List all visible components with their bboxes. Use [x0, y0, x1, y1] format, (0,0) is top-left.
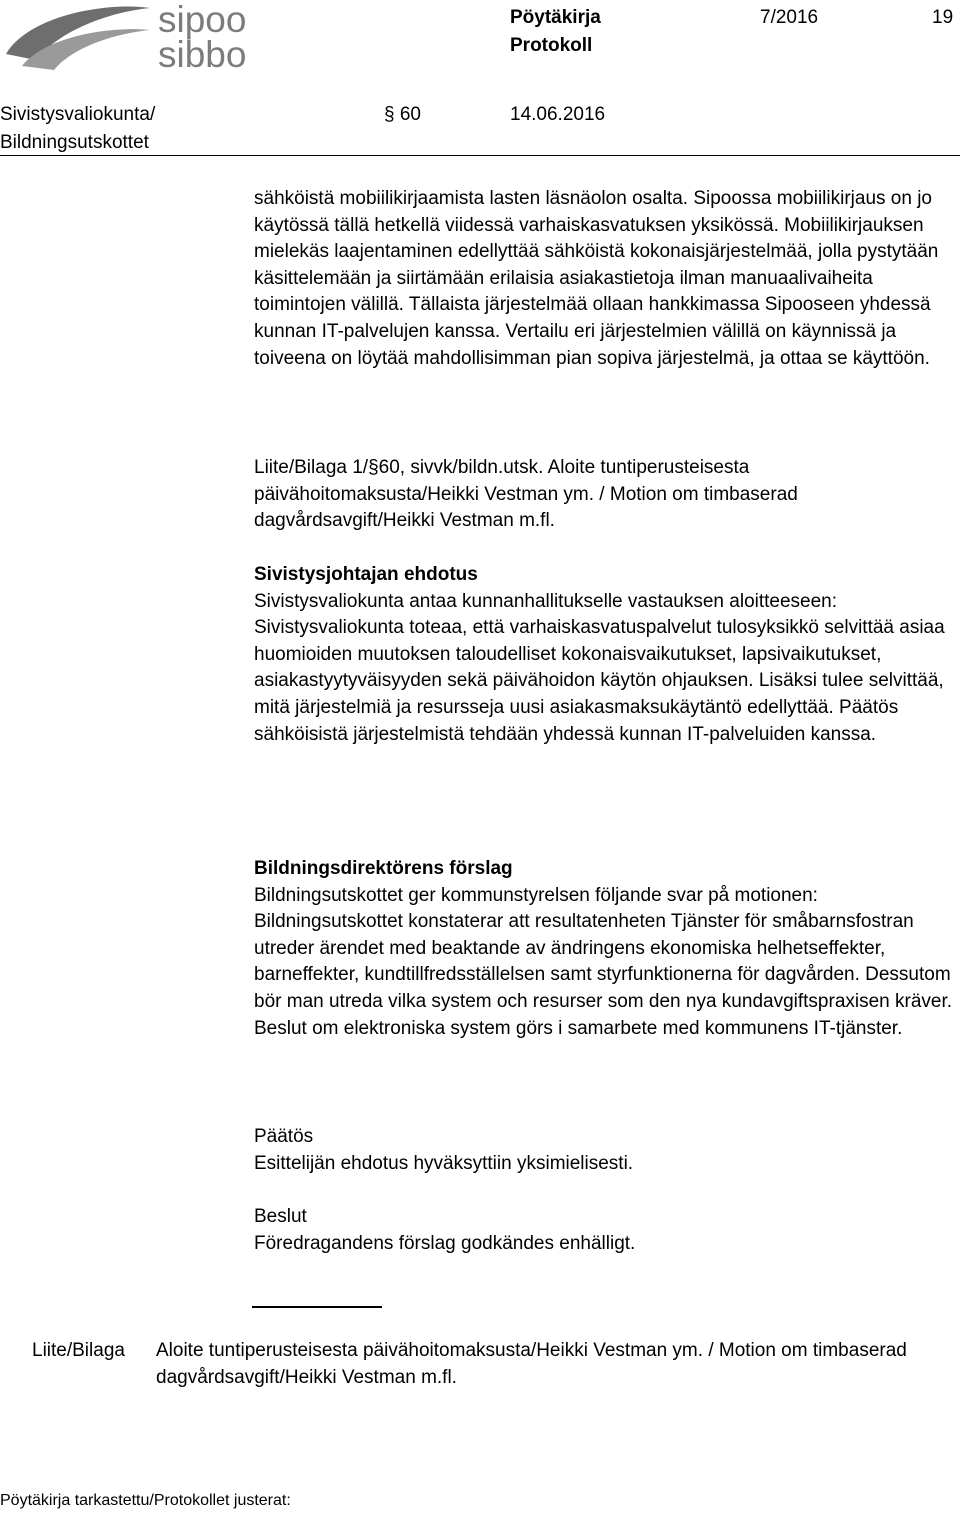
decision-sv-heading: Beslut	[254, 1206, 307, 1227]
header-divider	[0, 155, 960, 156]
section-number: § 60	[384, 104, 421, 125]
meeting-date: 14.06.2016	[510, 104, 606, 125]
proposal-fi-heading: Sivistysjohtajan ehdotus	[254, 564, 478, 585]
attachment-reference	[254, 455, 960, 535]
doc-type-fi: Pöytäkirja	[510, 7, 601, 28]
proposal-sv-text: Bildningsutskottet ger kommunstyrelsen följande svar på motionen:	[254, 884, 818, 906]
decision-fi-text: Esittelijän ehdotus hyväksyttiin yksimielisesti.	[254, 1152, 634, 1174]
logo-line-2: sibbo	[158, 34, 247, 75]
attachments-text: Aloite tuntiperusteisesta päivähoitomaksusta/Heikki Vestman ym. / Motion om timbaserad dagvårdsavgift/Heikki Vestman m.fl.	[156, 1340, 907, 1388]
proposal-sv-text-2: Bildningsutskottet konstaterar att resultatenheten Tjänster för småbarnsfostran utreder ärendet med beaktande av ändringens ekonomiska helhetseffekter, barneffekter, kundtillfredsställelsen samt styrfunktionerna för dagvården. Dessutom bör man utreda vilka system och resurser som den nya kundavgiftspraxisen kräver. Beslut om elektroniska system görs i samarbete med kommunens IT-tjänster.	[254, 911, 953, 1039]
proposal-sv-heading: Bildningsdirektörens förslag	[254, 858, 513, 879]
doc-type-sv: Protokoll	[510, 35, 593, 56]
separator-line	[252, 1306, 382, 1308]
proposal-fi-text-2: Sivistysvaliokunta toteaa, että varhaiskasvatuspalvelut tulosyksikkö selvittää asiaa huomioiden muutoksen taloudelliset kokonaisvaikutukset, lapsivaikutukset, asiakastyytyväisyyden sekä päivähoidon käytön ohjauksen. Lisäksi tulee selvittää, mitä järjestelmiä ja resursseja uusi asiakasmaksukäytäntö edellyttää. Päätös sähköisistä järjestelmistä tehdään yhdessä kunnan IT-palveluiden kanssa.	[254, 617, 945, 745]
committee-fi: Sivistysvaliokunta/	[0, 104, 156, 125]
proposal-fi	[254, 562, 960, 748]
decision-fi	[254, 1124, 960, 1177]
proposal-fi-text: Sivistysvaliokunta antaa kunnanhallitukselle vastauksen aloitteeseen:	[254, 590, 838, 612]
decision-sv-text: Föredragandens förslag godkändes enhälligt.	[254, 1232, 636, 1254]
logo-wordmark	[158, 0, 247, 75]
intro-text: sähköistä mobiilikirjaamista lasten läsnäolon osalta. Sipoossa mobiilikirjaus on jo käytössä tällä hetkellä viidessä varhaiskasvatuksen yksikössä. Mobiilikirjauksen mielekäs laajentaminen edellyttää sähköistä kokonaisjärjestelmää, jolla pystytään käsittelemään ja siirtämään erilaisia asiakastietoja ilman manuaalivaiheita toimintojen välillä. Tällaista järjestelmää ollaan hankkimassa Sipooseen yhdessä kunnan IT-palvelujen kanssa. Vertailu eri järjestelmien välillä on käynnissä ja toiveena on löytää mahdollisimman pian sopiva järjestelmä, ja ottaa se käyttöön.	[254, 188, 939, 369]
page-number: 19	[932, 7, 954, 28]
attachment-reference-text: Liite/Bilaga 1/§60, sivvk/bildn.utsk. Aloite tuntiperusteisesta päivähoitomaksusta/Heikki Vestman ym. / Motion om timbaserad dagvårdsavgift/Heikki Vestman m.fl.	[254, 457, 798, 532]
proposal-sv	[254, 856, 960, 1042]
attachments-label: Liite/Bilaga	[32, 1340, 125, 1361]
meeting-number: 7/2016	[760, 7, 819, 28]
logo-line-1: sipoo	[158, 0, 247, 40]
footer-checked: Pöytäkirja tarkastettu/Protokollet justerat:	[0, 1492, 291, 1509]
decision-fi-heading: Päätös	[254, 1126, 314, 1147]
intro-paragraph	[254, 186, 960, 372]
committee-sv: Bildningsutskottet	[0, 132, 149, 153]
decision-sv	[254, 1204, 960, 1257]
logo-swoosh-icon	[0, 0, 160, 76]
